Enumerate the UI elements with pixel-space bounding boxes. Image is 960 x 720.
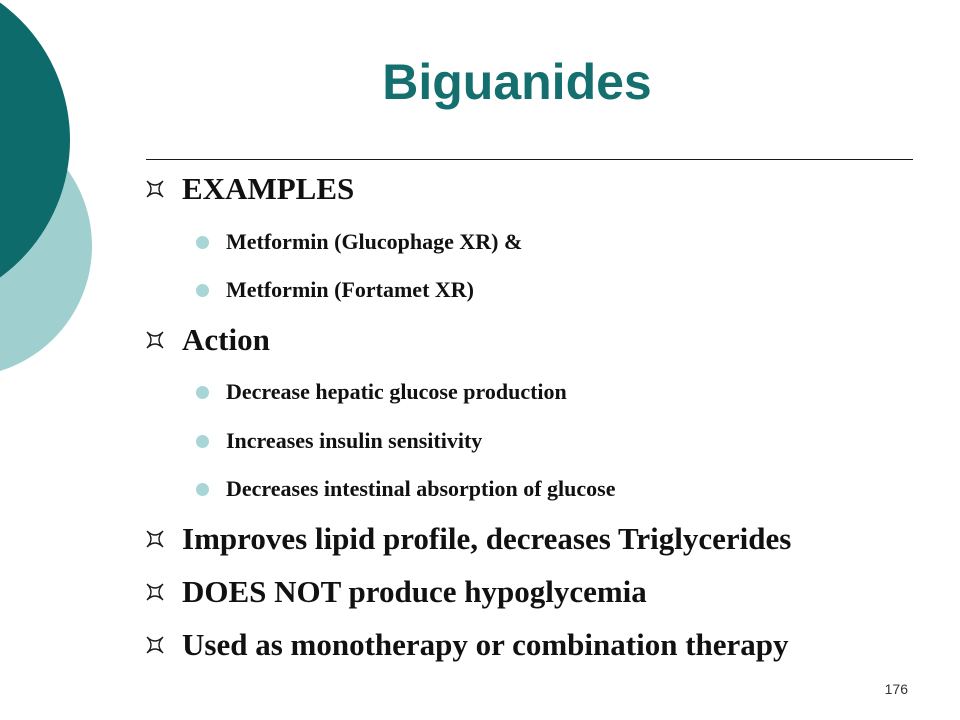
diamond-bullet-icon (146, 331, 164, 349)
dot-bullet-icon (196, 435, 209, 448)
example-item: Metformin (Glucophage XR) & (226, 229, 523, 254)
action-item: Increases insulin sensitivity (226, 428, 483, 453)
dot-bullet-icon (196, 386, 209, 399)
dot-bullet-icon (196, 236, 209, 249)
bullet-lipid-profile: Improves lipid profile, decreases Triglycerides (182, 521, 792, 556)
diamond-bullet-icon (146, 583, 164, 601)
action-item: Decrease hepatic glucose production (226, 379, 567, 404)
action-item: Decreases intestinal absorption of glucose (226, 476, 616, 501)
diamond-bullet-icon (146, 180, 164, 198)
dot-bullet-icon (196, 284, 209, 297)
bullet-hypoglycemia: DOES NOT produce hypoglycemia (182, 574, 647, 609)
slide-title: Biguanides (382, 54, 652, 110)
bullet-examples: EXAMPLES (182, 171, 355, 206)
dot-bullet-icon (196, 483, 209, 496)
diamond-bullet-icon (146, 530, 164, 548)
example-item: Metformin (Fortamet XR) (226, 277, 474, 302)
title-divider (146, 159, 913, 160)
page-number: 176 (884, 681, 908, 697)
diamond-bullet-icon (146, 636, 164, 654)
bullet-therapy: Used as monotherapy or combination therapy (182, 627, 789, 662)
bullet-action: Action (182, 322, 270, 357)
